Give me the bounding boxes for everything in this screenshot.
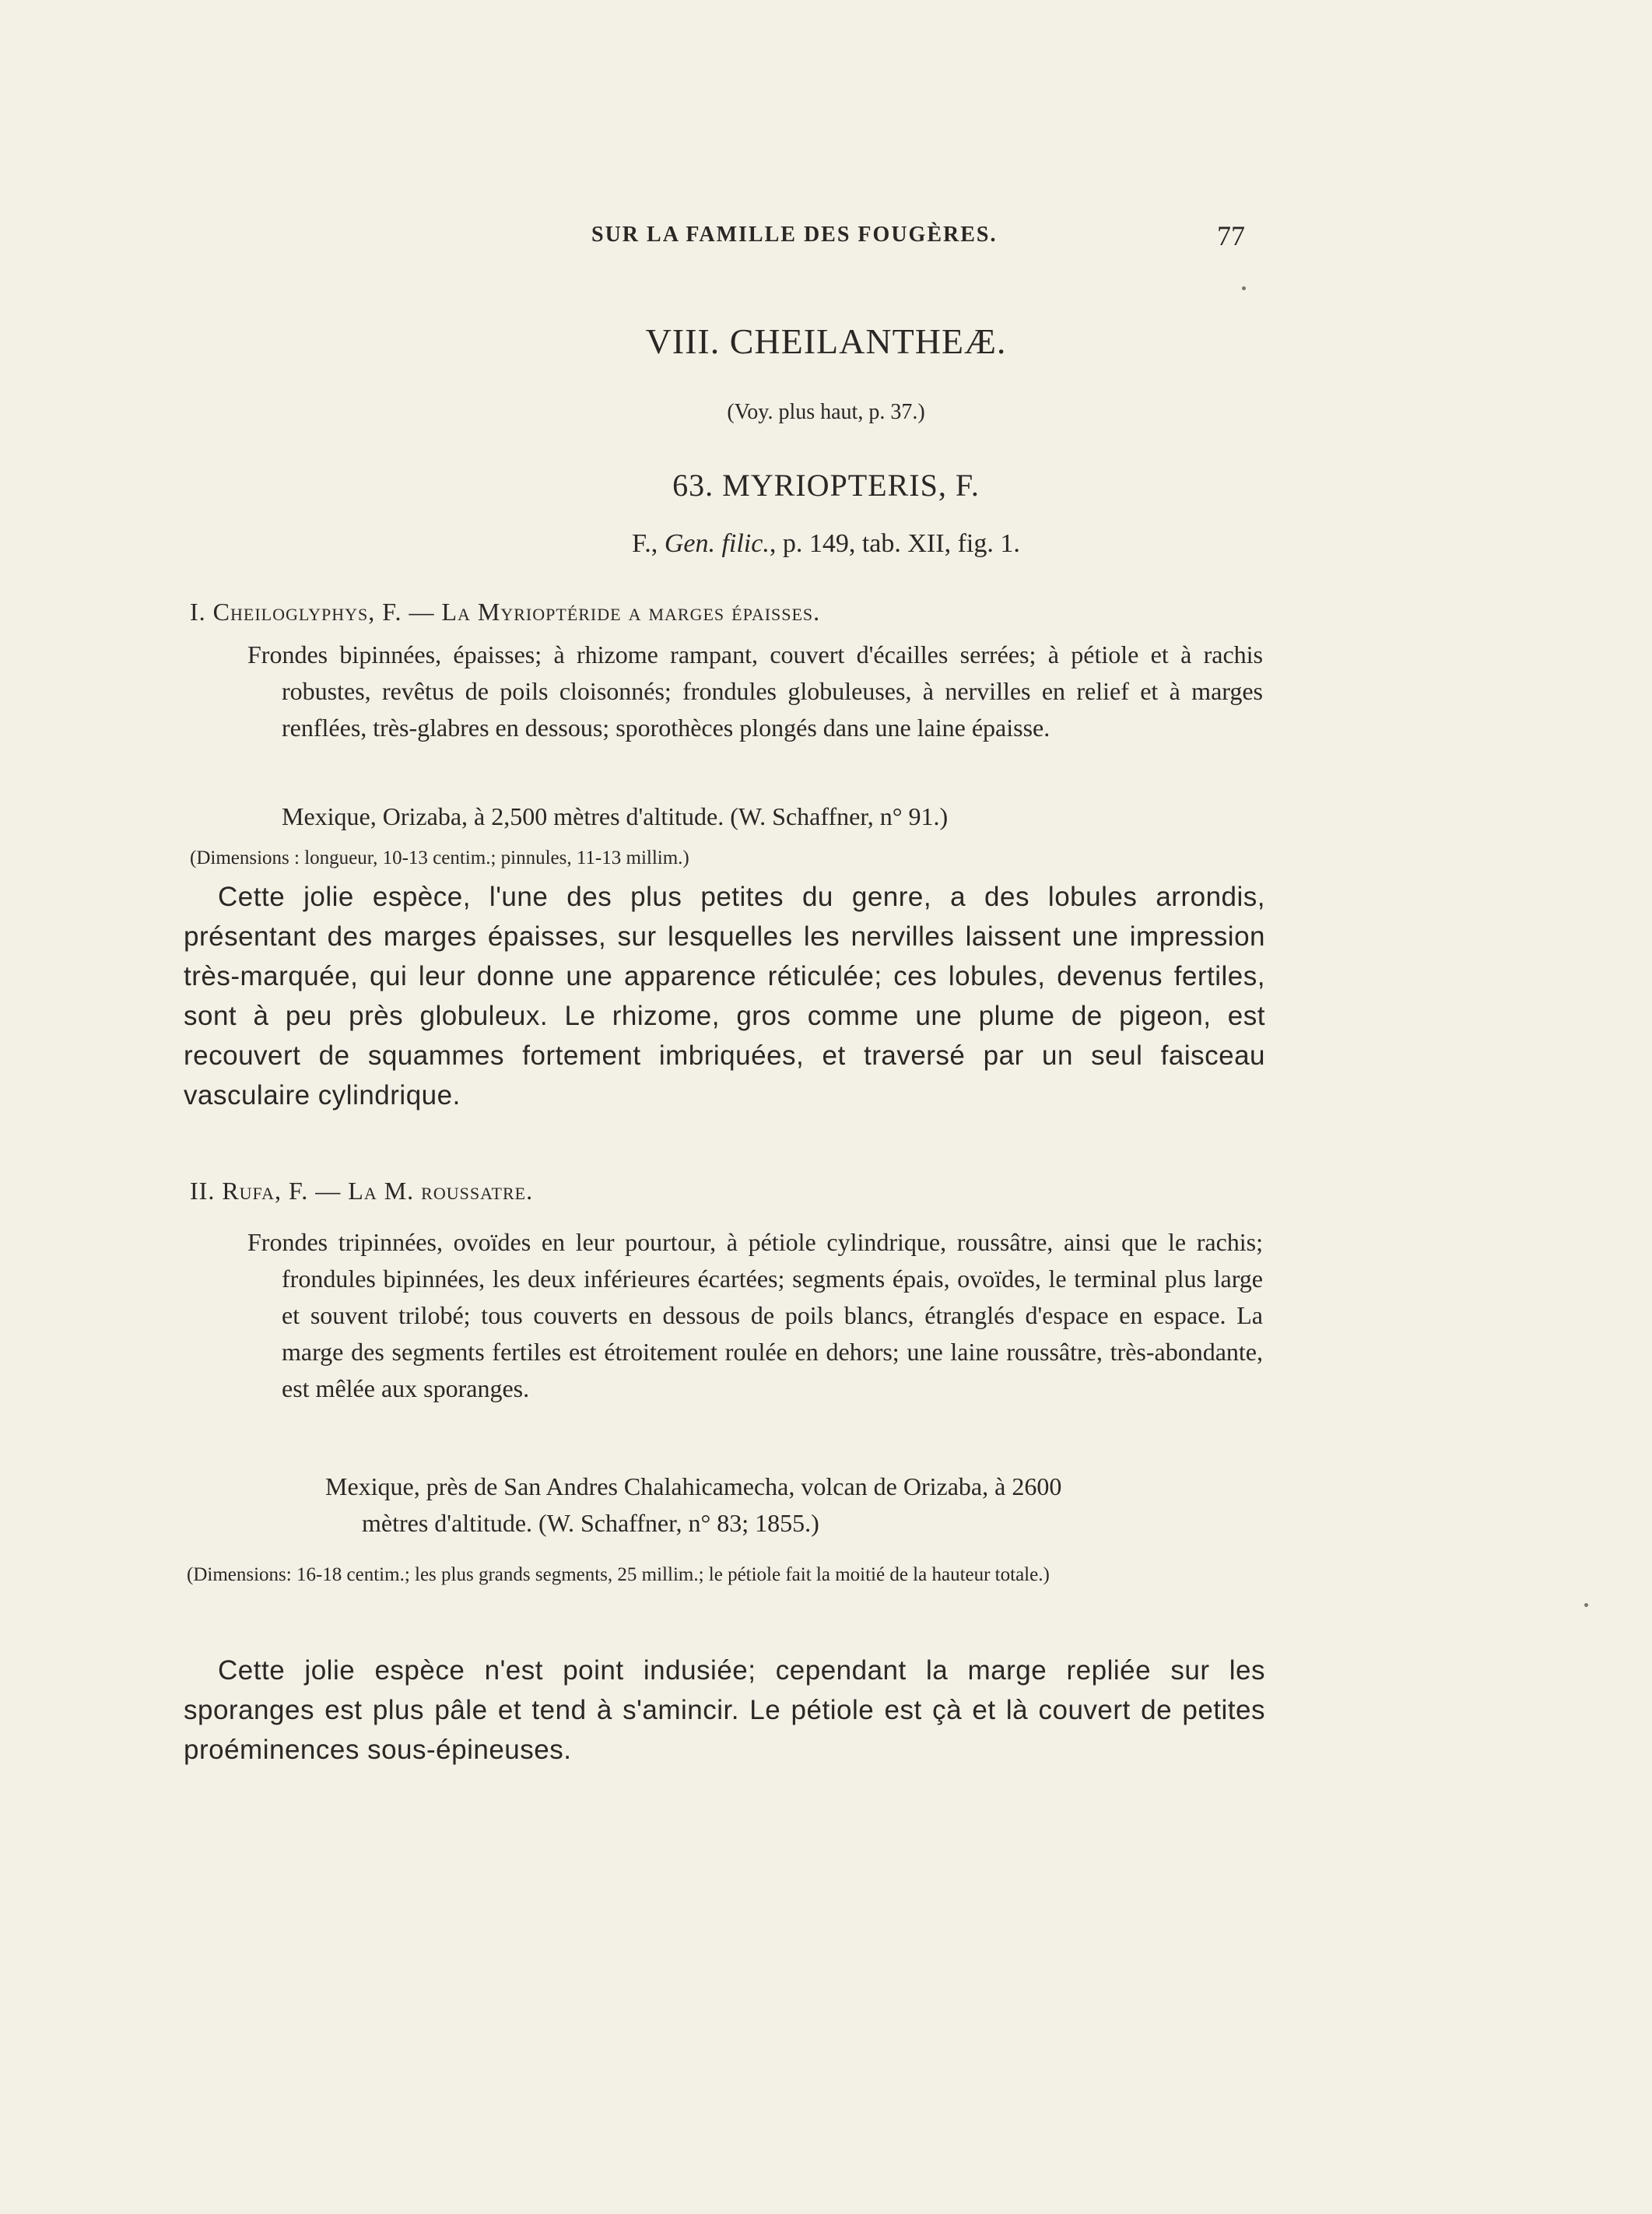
genus-title: 63. MYRIOPTERIS, F. bbox=[672, 468, 980, 503]
species-2-locality-line-2: mètres d'altitude. (W. Schaffner, n° 83; 1855.) bbox=[362, 1509, 819, 1537]
species-2-number: II. bbox=[190, 1177, 223, 1205]
species-1-diagnosis: Frondes bipinnées, épaisses; à rhizome rampant, couvert d'écailles serrées; à pétiole et à rachis robustes, revêtus de poils cloisonnés; frondules globuleuses, à nervilles en relief et à marges renflées, très-glabres en dessous; sporothèces plongés dans une laine épaisse. bbox=[247, 640, 1263, 742]
species-2-heading bbox=[190, 1177, 533, 1205]
species-2-commentary: Cette jolie espèce n'est point indusiée; cependant la marge repliée sur les sporanges est plus pâle et tend à s'amincir. Le pétiole est çà et là couvert de petites proéminences sous-épineuses. bbox=[184, 1655, 1265, 1765]
paper-speck bbox=[1584, 1603, 1588, 1607]
species-1-common-name: La Myrioptéride a marges épaisses. bbox=[441, 598, 821, 626]
species-2-locality-line-1: Mexique, près de San Andres Chalahicamecha, volcan de Orizaba, à 2600 bbox=[325, 1472, 1062, 1500]
species-1-heading bbox=[190, 598, 820, 626]
species-2-dimensions: (Dimensions: 16-18 centim.; les plus grands segments, 25 millim.; le pétiole fait la moitié de la hauteur totale.) bbox=[187, 1564, 1050, 1585]
genus-ref-work: Gen. filic. bbox=[664, 529, 770, 558]
section-reference: (Voy. plus haut, p. 37.) bbox=[727, 400, 925, 424]
genus-reference bbox=[0, 529, 1652, 559]
species-1-author: , F. — bbox=[368, 598, 442, 626]
species-2-author: , F. — bbox=[275, 1177, 349, 1205]
page-number: 77 bbox=[1217, 220, 1245, 251]
genus-ref-author: F., bbox=[632, 529, 665, 558]
species-2-name: Rufa bbox=[222, 1177, 275, 1205]
species-1-locality: Mexique, Orizaba, à 2,500 mètres d'altitude. (W. Schaffner, n° 91.) bbox=[282, 802, 949, 830]
species-1-commentary: Cette jolie espèce, l'une des plus petites du genre, a des lobules arrondis, présentant des marges épaisses, sur lesquelles les nervilles laissent une impression très-marquée, qui leur donne une apparence réticulée; ces lobules, devenus fertiles, sont à peu près globuleux. Le rhizome, gros comme une plume de pigeon, est recouvert de squammes fortement imbriquées, et traversé par un seul faisceau vasculaire cylindrique. bbox=[184, 882, 1265, 1111]
species-1-name: Cheiloglyphys bbox=[212, 598, 369, 626]
species-1-number: I. bbox=[190, 598, 213, 626]
running-head bbox=[187, 220, 1245, 261]
running-title: SUR LA FAMILLE DES FOUGÈRES. bbox=[591, 223, 998, 247]
paper-speck bbox=[1242, 286, 1246, 290]
species-2-diagnosis: Frondes tripinnées, ovoïdes en leur pourtour, à pétiole cylindrique, roussâtre, ainsi que le rachis; frondules bipinnées, les deux inférieures écartées; segments épais, ovoïdes, le terminal plus large et souvent trilobé; tous couverts en dessous de poils blancs, étranglés d'espace en espace. La marge des segments fertiles est étroitement roulée en dehors; une laine roussâtre, très-abondante, est mêlée aux sporanges. bbox=[247, 1228, 1263, 1402]
section-title: VIII. CHEILANTHEÆ. bbox=[645, 321, 1007, 361]
genus-ref-rest: , p. 149, tab. XII, fig. 1. bbox=[769, 529, 1020, 558]
species-2-common-name: La M. roussatre. bbox=[348, 1177, 534, 1205]
species-1-dimensions: (Dimensions : longueur, 10-13 centim.; pinnules, 11-13 millim.) bbox=[190, 847, 689, 868]
